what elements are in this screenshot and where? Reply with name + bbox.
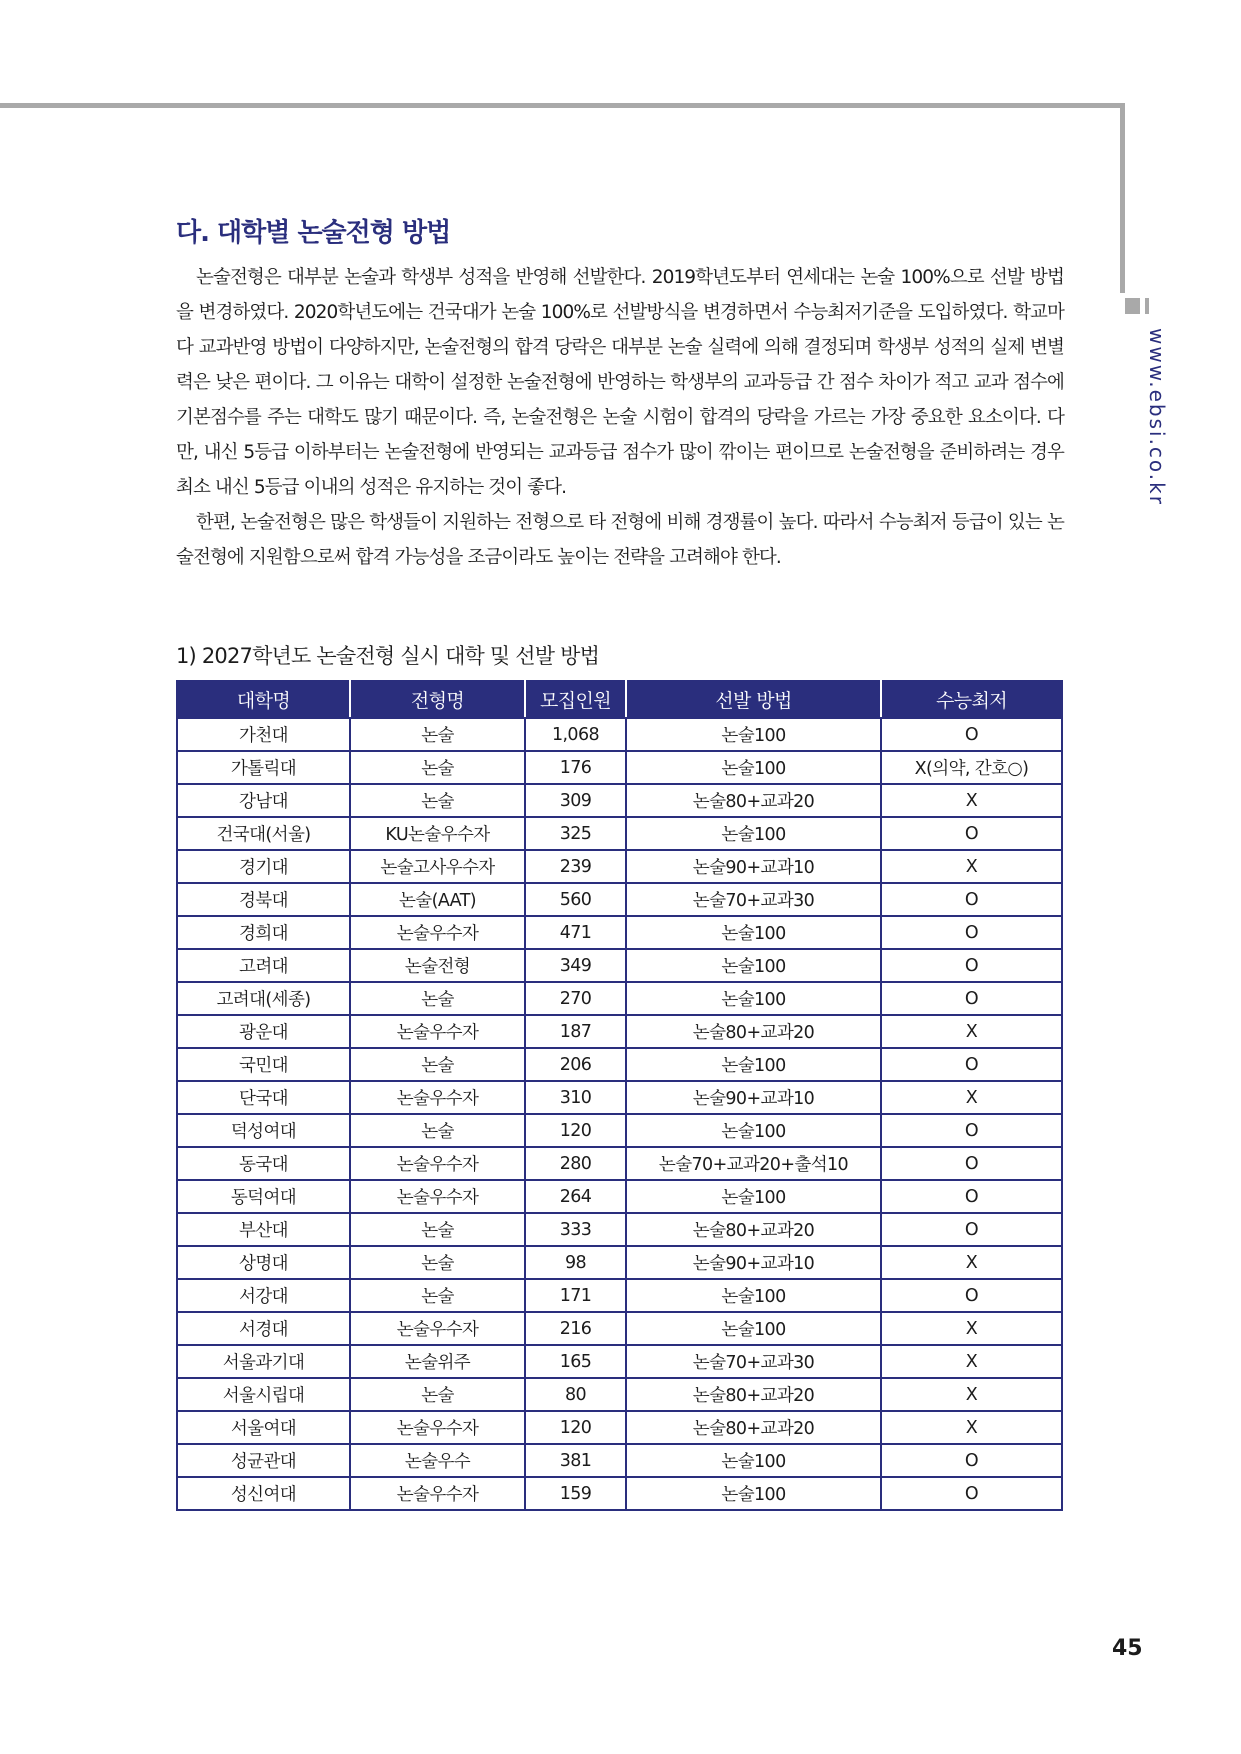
cell-quota: 216 — [525, 1312, 626, 1345]
cell-quota: 120 — [525, 1411, 626, 1444]
header-university: 대학명 — [177, 681, 350, 718]
table-row — [177, 1015, 1062, 1048]
cell-track: 논술우수자 — [350, 1180, 525, 1213]
cell-track: 논술우수자 — [350, 1147, 525, 1180]
table-row — [177, 1378, 1062, 1411]
cell-university: 경기대 — [177, 850, 350, 883]
cell-university: 단국대 — [177, 1081, 350, 1114]
table-row — [177, 1411, 1062, 1444]
cell-track: 논술우수자 — [350, 1015, 525, 1048]
table-row — [177, 1114, 1062, 1147]
cell-track: 논술우수자 — [350, 1081, 525, 1114]
cell-quota: 349 — [525, 949, 626, 982]
cell-min-score: X — [881, 1081, 1062, 1114]
cell-university: 경북대 — [177, 883, 350, 916]
cell-min-score: O — [881, 1477, 1062, 1510]
table-row — [177, 883, 1062, 916]
cell-track: 논술 — [350, 1048, 525, 1081]
cell-min-score: O — [881, 718, 1062, 751]
cell-quota: 264 — [525, 1180, 626, 1213]
top-frame-line — [0, 103, 1125, 108]
cell-method: 논술100 — [626, 1279, 881, 1312]
cell-track: 논술우수자 — [350, 1477, 525, 1510]
cell-method: 논술100 — [626, 1312, 881, 1345]
table-row — [177, 1081, 1062, 1114]
cell-track: 논술 — [350, 982, 525, 1015]
cell-min-score: X — [881, 1378, 1062, 1411]
cell-university: 경희대 — [177, 916, 350, 949]
cell-quota: 270 — [525, 982, 626, 1015]
cell-track: 논술우수자 — [350, 916, 525, 949]
table-row — [177, 1444, 1062, 1477]
table-row — [177, 751, 1062, 784]
cell-min-score: X(의약, 간호○) — [881, 751, 1062, 784]
cell-method: 논술80+교과20 — [626, 1213, 881, 1246]
cell-quota: 309 — [525, 784, 626, 817]
page-number: 45 — [1112, 1636, 1143, 1661]
cell-method: 논술100 — [626, 817, 881, 850]
cell-university: 국민대 — [177, 1048, 350, 1081]
cell-university: 부산대 — [177, 1213, 350, 1246]
cell-min-score: O — [881, 1213, 1062, 1246]
cell-method: 논술100 — [626, 1477, 881, 1510]
cell-track: 논술우수 — [350, 1444, 525, 1477]
body-text — [176, 260, 1064, 575]
cell-method: 논술70+교과30 — [626, 1345, 881, 1378]
table-row — [177, 949, 1062, 982]
cell-min-score: O — [881, 883, 1062, 916]
admission-table — [176, 680, 1063, 1511]
cell-quota: 80 — [525, 1378, 626, 1411]
paragraph: 논술전형은 대부분 논술과 학생부 성적을 반영해 선발한다. 2019학년도부터 연세대는 논술 100%으로 선발 방법을 변경하였다. 2020학년도에는 건국대가 논술 100%로 선발방식을 변경하면서 수능최저기준을 도입하였다. 학교마다 교과반영 방법이 다양하지만, 논술전형의 합격 당락은 대부분 논술 실력에 의해 결정되며 학생부 성적의 실제 변별력은 낮은 편이다. 그 이유는 대학이 설정한 논술전형에 반영하는 학생부의 교과등급 간 점수 차이가 적고 교과 점수에 기본점수를 주는 대학도 많기 때문이다. 즉, 논술전형은 논술 시험이 합격의 당락을 가르는 가장 중요한 요소이다. 다만, 내신 5등급 이하부터는 논술전형에 반영되는 교과등급 점수가 많이 깎이는 편이므로 논술전형을 준비하려는 경우 최소 내신 5등급 이내의 성적은 유지하는 것이 좋다. — [176, 267, 1064, 498]
cell-university: 서울과기대 — [177, 1345, 350, 1378]
cell-method: 논술100 — [626, 1180, 881, 1213]
cell-university: 동덕여대 — [177, 1180, 350, 1213]
cell-university: 서울시립대 — [177, 1378, 350, 1411]
table-header-row — [177, 681, 1062, 718]
cell-university: 서강대 — [177, 1279, 350, 1312]
cell-quota: 206 — [525, 1048, 626, 1081]
cell-university: 건국대(서울) — [177, 817, 350, 850]
cell-track: 논술 — [350, 751, 525, 784]
cell-university: 성균관대 — [177, 1444, 350, 1477]
table-row — [177, 1477, 1062, 1510]
cell-track: 논술(AAT) — [350, 883, 525, 916]
table-row — [177, 1180, 1062, 1213]
cell-quota: 120 — [525, 1114, 626, 1147]
cell-min-score: X — [881, 784, 1062, 817]
side-url: www.ebsi.co.kr — [1145, 328, 1169, 506]
cell-method: 논술100 — [626, 1114, 881, 1147]
cell-method: 논술70+교과20+출석10 — [626, 1147, 881, 1180]
table-row — [177, 1147, 1062, 1180]
cell-min-score: O — [881, 982, 1062, 1015]
cell-min-score: O — [881, 817, 1062, 850]
cell-quota: 187 — [525, 1015, 626, 1048]
cell-university: 상명대 — [177, 1246, 350, 1279]
table-row — [177, 817, 1062, 850]
cell-track: 논술우수자 — [350, 1411, 525, 1444]
cell-track: 논술 — [350, 1279, 525, 1312]
cell-track: 논술 — [350, 1378, 525, 1411]
cell-track: 논술 — [350, 784, 525, 817]
table-row — [177, 1246, 1062, 1279]
cell-min-score: X — [881, 850, 1062, 883]
cell-quota: 176 — [525, 751, 626, 784]
cell-method: 논술90+교과10 — [626, 1081, 881, 1114]
cell-university: 가천대 — [177, 718, 350, 751]
cell-university: 서경대 — [177, 1312, 350, 1345]
right-frame-line — [1120, 103, 1125, 293]
cell-university: 서울여대 — [177, 1411, 350, 1444]
cell-quota: 325 — [525, 817, 626, 850]
cell-min-score: X — [881, 1411, 1062, 1444]
table-row — [177, 982, 1062, 1015]
cell-min-score: O — [881, 916, 1062, 949]
cell-method: 논술70+교과30 — [626, 883, 881, 916]
cell-university: 가톨릭대 — [177, 751, 350, 784]
cell-quota: 333 — [525, 1213, 626, 1246]
cell-quota: 381 — [525, 1444, 626, 1477]
cell-track: KU논술우수자 — [350, 817, 525, 850]
cell-university: 성신여대 — [177, 1477, 350, 1510]
cell-university: 강남대 — [177, 784, 350, 817]
cell-min-score: O — [881, 1147, 1062, 1180]
header-method: 선발 방법 — [626, 681, 881, 718]
table-title: 1) 2027학년도 논술전형 실시 대학 및 선발 방법 — [176, 644, 600, 668]
cell-track: 논술 — [350, 1114, 525, 1147]
table-row — [177, 1312, 1062, 1345]
cell-method: 논술100 — [626, 751, 881, 784]
cell-track: 논술우수자 — [350, 1312, 525, 1345]
table-row — [177, 1048, 1062, 1081]
section-title: 다. 대학별 논술전형 방법 — [176, 218, 451, 248]
cell-min-score: X — [881, 1246, 1062, 1279]
paragraph: 한편, 논술전형은 많은 학생들이 지원하는 전형으로 타 전형에 비해 경쟁률이 높다. 따라서 수능최저 등급이 있는 논술전형에 지원함으로써 합격 가능성을 조금이라도 높이는 전략을 고려해야 한다. — [176, 512, 1064, 568]
cell-quota: 560 — [525, 883, 626, 916]
cell-quota: 239 — [525, 850, 626, 883]
header-track: 전형명 — [350, 681, 525, 718]
cell-quota: 1,068 — [525, 718, 626, 751]
cell-min-score: O — [881, 1444, 1062, 1477]
cell-method: 논술100 — [626, 1048, 881, 1081]
cell-min-score: O — [881, 1048, 1062, 1081]
cell-method: 논술90+교과10 — [626, 1246, 881, 1279]
cell-method: 논술100 — [626, 949, 881, 982]
table-row — [177, 850, 1062, 883]
cell-method: 논술100 — [626, 1444, 881, 1477]
cell-university: 덕성여대 — [177, 1114, 350, 1147]
cell-method: 논술100 — [626, 916, 881, 949]
cell-min-score: X — [881, 1345, 1062, 1378]
cell-method: 논술100 — [626, 718, 881, 751]
cell-track: 논술 — [350, 1246, 525, 1279]
side-tab-mark — [1125, 298, 1149, 314]
cell-min-score: O — [881, 949, 1062, 982]
cell-track: 논술고사우수자 — [350, 850, 525, 883]
table-row — [177, 784, 1062, 817]
cell-quota: 280 — [525, 1147, 626, 1180]
cell-min-score: X — [881, 1015, 1062, 1048]
table-row — [177, 718, 1062, 751]
cell-quota: 310 — [525, 1081, 626, 1114]
cell-university: 광운대 — [177, 1015, 350, 1048]
cell-min-score: O — [881, 1180, 1062, 1213]
table-row — [177, 1345, 1062, 1378]
cell-quota: 98 — [525, 1246, 626, 1279]
cell-university: 고려대(세종) — [177, 982, 350, 1015]
cell-method: 논술80+교과20 — [626, 1015, 881, 1048]
cell-min-score: O — [881, 1114, 1062, 1147]
table-row — [177, 1213, 1062, 1246]
cell-quota: 171 — [525, 1279, 626, 1312]
cell-track: 논술전형 — [350, 949, 525, 982]
cell-university: 고려대 — [177, 949, 350, 982]
header-min-score: 수능최저 — [881, 681, 1062, 718]
cell-min-score: X — [881, 1312, 1062, 1345]
header-quota: 모집인원 — [525, 681, 626, 718]
cell-method: 논술80+교과20 — [626, 784, 881, 817]
cell-quota: 471 — [525, 916, 626, 949]
table-row — [177, 1279, 1062, 1312]
cell-method: 논술100 — [626, 982, 881, 1015]
cell-quota: 165 — [525, 1345, 626, 1378]
cell-track: 논술 — [350, 718, 525, 751]
cell-track: 논술위주 — [350, 1345, 525, 1378]
cell-university: 동국대 — [177, 1147, 350, 1180]
cell-method: 논술80+교과20 — [626, 1378, 881, 1411]
cell-min-score: O — [881, 1279, 1062, 1312]
cell-quota: 159 — [525, 1477, 626, 1510]
table-row — [177, 916, 1062, 949]
cell-method: 논술80+교과20 — [626, 1411, 881, 1444]
cell-track: 논술 — [350, 1213, 525, 1246]
cell-method: 논술90+교과10 — [626, 850, 881, 883]
